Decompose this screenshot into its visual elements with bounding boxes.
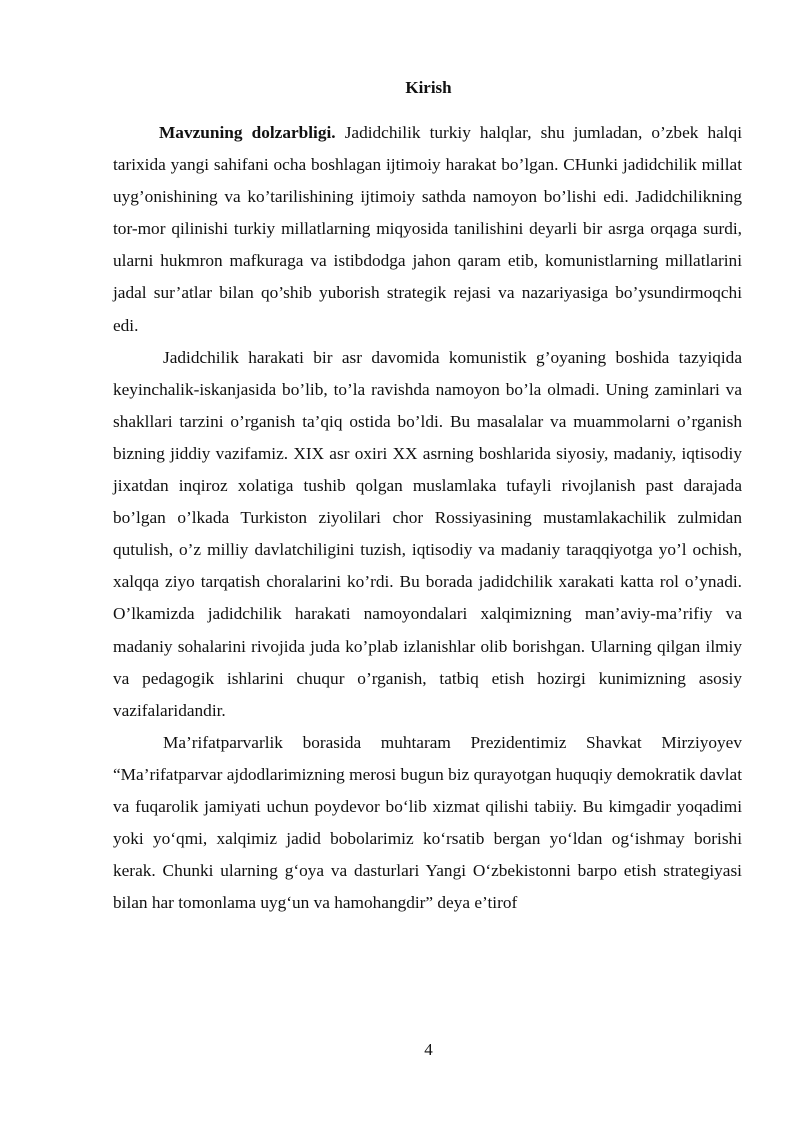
paragraph-text: Jadidchilik turkiy halqlar, shu jumladan, o’zbek halqi tarixida yangi sahifani ocha boshlagan ijtimoiy harakat bo’lgan. CHunki jadidchilik millat uyg’onishining va ko’tarilishining ijtimoiy sathda namoyon bo’lishi edi. Jadidchilikning tor-mor qilinishi turkiy millatlarning miqyosida tanilishini deyarli bir asrga orqaga surdi, ularni hukmron mafkuraga va istibdodga jahon qaram etib, komunistlarning millatlarini jadal sur’atlar bilan qo’shib yuborish strategik rejasi va nazariyasiga bo’ysundirmoqchi edi. [113, 123, 743, 335]
paragraph-relevance [113, 117, 742, 342]
page-number: 4 [424, 1040, 433, 1059]
paragraph-jadidism: Jadidchilik harakati bir asr davomida komunistik g’oyaning boshida tazyiqida keyinchalik-iskanjasida bo’lib, to’la ravishda namoyon bo’la olmadi. Uning zaminlari va shakllari tarzini o’rganish ta’qiq ostida bo’ldi. Bu masalalar va muammolarni o’rganish bizning jiddiy vazifamiz. XIX asr oxiri XX asrning boshlarida siyosiy, madaniy, iqtisodiy jixatdan inqiroz xolatiga tushib qolgan muslamlaka tufayli rivojlanish past darajada bo’lgan o’lkada Turkiston ziyolilari chor Rossiyasining mustamlakachilik zulmidan qutulish, o’z milliy davlatchiligini tuzish, iqtisodiy va madaniy taraqqiyotga yo’l ochish, xalqqa ziyo tarqatish choralarini ko’rdi. Bu borada jadidchilik xarakati katta rol o’ynadi. O’lkamizda jadidchilik harakati namoyondalari xalqimizning man’aviy-ma’rifiy va madaniy sohalarini rivojida juda ko’plab izlanishlar olib borishgan. Ularning qilgan ilmiy va pedagogik ishlarini chuqur o’rganish, tatbiq etish hozirgi kunimizning asosiy vazifalaridandir. [113, 347, 742, 720]
section-heading: Kirish [405, 78, 452, 97]
paragraph-enlightenment: Ma’rifatparvarlik borasida muhtaram Prezidentimiz Shavkat Mirziyoyev “Ma’rifatparvar ajdodlarimizning merosi bugun biz qurayotgan huquqiy demokratik davlat va fuqarolik jamiyati uchun poydevor bo‘lib xizmat qilishi tabiiy. Bu kimgadir yoqadimi yoki yo‘qmi, xalqimiz jadid bobolarimiz ko‘rsatib bergan yo‘ldan og‘ishmay borishi kerak. Chunki ularning g‘oya va dasturlari Yangi O‘zbekistonni barpo etish strategiyasi bilan har tomonlama uyg‘un va hamohangdir” deya e’tirof [113, 732, 742, 913]
body-text [113, 117, 742, 919]
paragraph-lead: Mavzuning dolzarbligi. [159, 123, 336, 142]
